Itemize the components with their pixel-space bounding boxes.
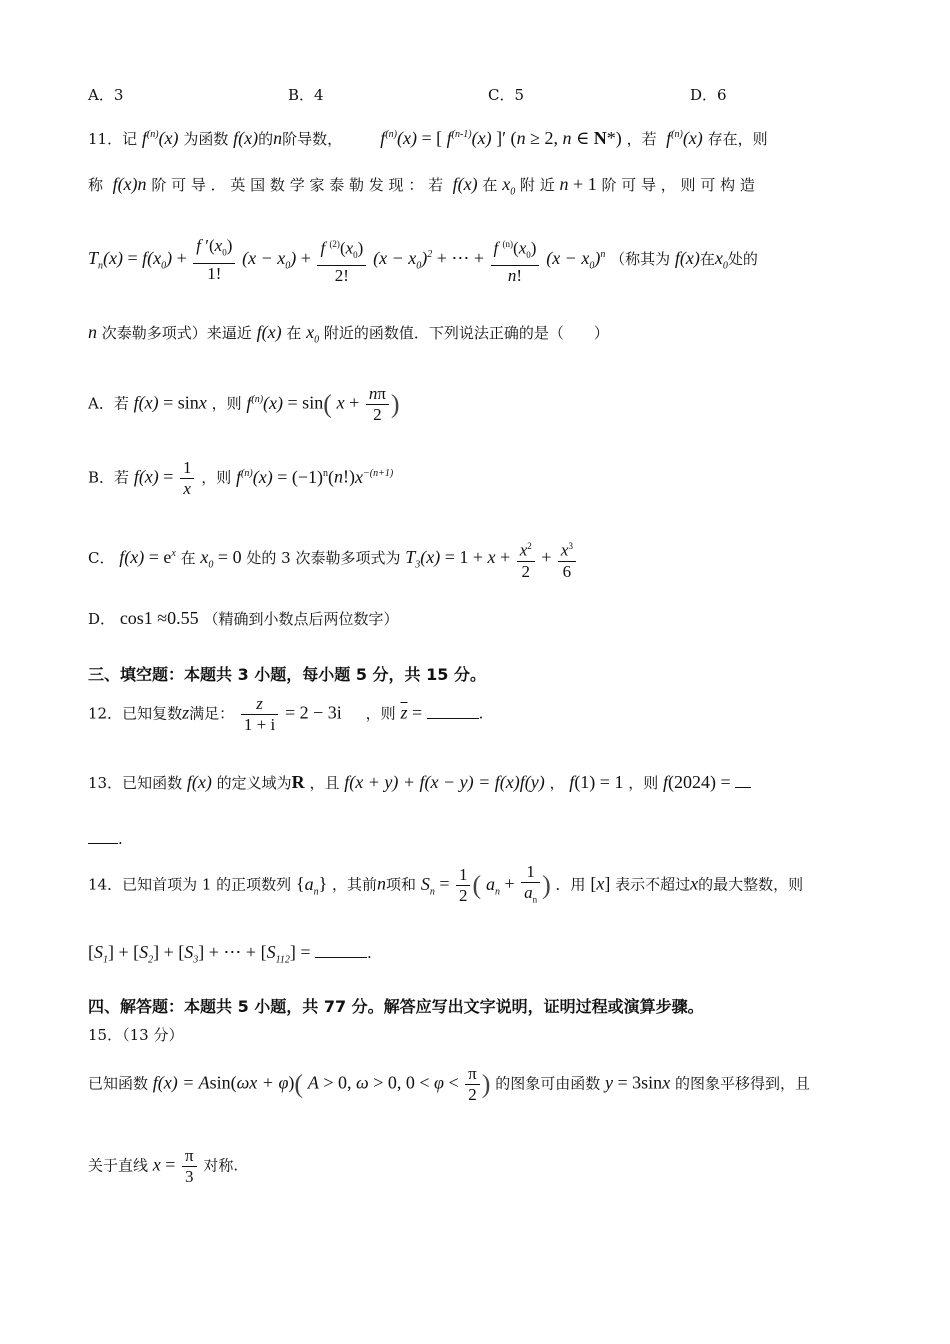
q11-option-b: B．若 f(x) = $\frac{1}{x}$ ，则 $f^{(n)}(x) = (-1)^n(n!)x^{-(n+1)}$ xyxy=(88,458,394,498)
q10-option-b: B．4 xyxy=(288,86,324,104)
q10-option-c: C．5 xyxy=(488,86,525,104)
section-4-heading: 四、解答题：本题共 5 小题，共 77 分。解答应写出文字说明，证明过程或演算步骤。 xyxy=(88,997,704,1016)
q15-line-1: 已知函数 f(x) = Asin(ωx + φ)( A > 0, ω > 0, 0 < φ < $\frac{\pi}{2}$ ) 的图象可由函数 y = 3sinx 的图象平移得到，且 xyxy=(88,1064,810,1104)
q10-option-a: A．3 xyxy=(88,86,124,104)
q11-line-1: 11．记 $f^{(n)}(x)$ 为函数 f(x)的n阶导数， $f^{(n)}(x)$ = [ $f^{(n-1)}(x)$ ]′ (n ≥ 2, n ∈ N*) ，若 $f^{(n)}(x)$ 存在，则 xyxy=(88,128,768,148)
q15-line-2: 关于直线 x = $\frac{\pi}{3}$ 对称. xyxy=(88,1146,239,1186)
q10-option-d: D．6 xyxy=(690,86,727,104)
q12: 12．已知复数z满足： $\frac{z}{1 + i}$ = 2 − 3i ，则 $\overline{z}$ = . xyxy=(88,694,484,734)
q11-option-d: D． cos1 ≈0.55 （精确到小数点后两位数字） xyxy=(88,608,399,628)
section-3-heading: 三、填空题：本题共 3 小题，每小题 5 分，共 15 分。 xyxy=(88,665,486,684)
q11-line-4: n 次泰勒多项式）来逼近 f(x) 在 $x_0$ 附近的函数值．下列说法正确的是（ ） xyxy=(88,322,609,346)
q13-continuation: . xyxy=(88,830,123,848)
q13: 13．已知函数 f(x) 的定义域为R ，且 f(x + y) + f(x − y) = f(x)f(y) ， f(1) = 1 ，则 f(2024) = xyxy=(88,772,751,793)
q11-option-c: C． $f(x) = e^x$ 在 $x_0 = 0$ 处的 3 次泰勒多项式为 $T_3(x) = 1 + x$ + $\frac{x^2}{2}$ + $\frac{x^3}{6}$ xyxy=(88,536,578,582)
q15-title: 15．（13 分） xyxy=(88,1026,184,1044)
q14-sum: $[S_1] + [S_2] + [S_3]$ + ⋯ + $[S_{112}]$ = . xyxy=(88,942,372,966)
q11-option-a: A．若 f(x) = sinx ，则 $f^{(n)}(x) = \sin$( x + $\frac{n\pi}{2}$ ) xyxy=(88,384,400,424)
q14: 14．已知首项为 1 的正项数列 $\{a_n\}$ ，其前n项和 $S_n$ = $\frac{1}{2}$ ( $a_n$ + $\frac{1}{a_n}$ ) ．用 [x] 表示不超过x的最大整数，则 xyxy=(88,862,804,906)
q11-taylor-formula: $T_n(x) = f(x_0)$ + $\frac{f '(x_0)}{1!}$ $(x - x_0)$ + $\frac{f ^{(2)}(x_0)}{2!}$ $(x - x_0)^2$ + ⋯ + $\frac{f ^{(n)}(x_0)}{n!}$ $(x - x_0)^n$ （称其为 f(x)在$x_0$处的 xyxy=(88,234,758,286)
q11-line-2: 称 f(x)n 阶 可 导 ． 英 国 数 学 家 泰 勒 发 现 ： 若 f(x) 在 $x_0$ 附 近 n + 1 阶 可 导 ， 则 可 构 造 xyxy=(88,174,755,198)
